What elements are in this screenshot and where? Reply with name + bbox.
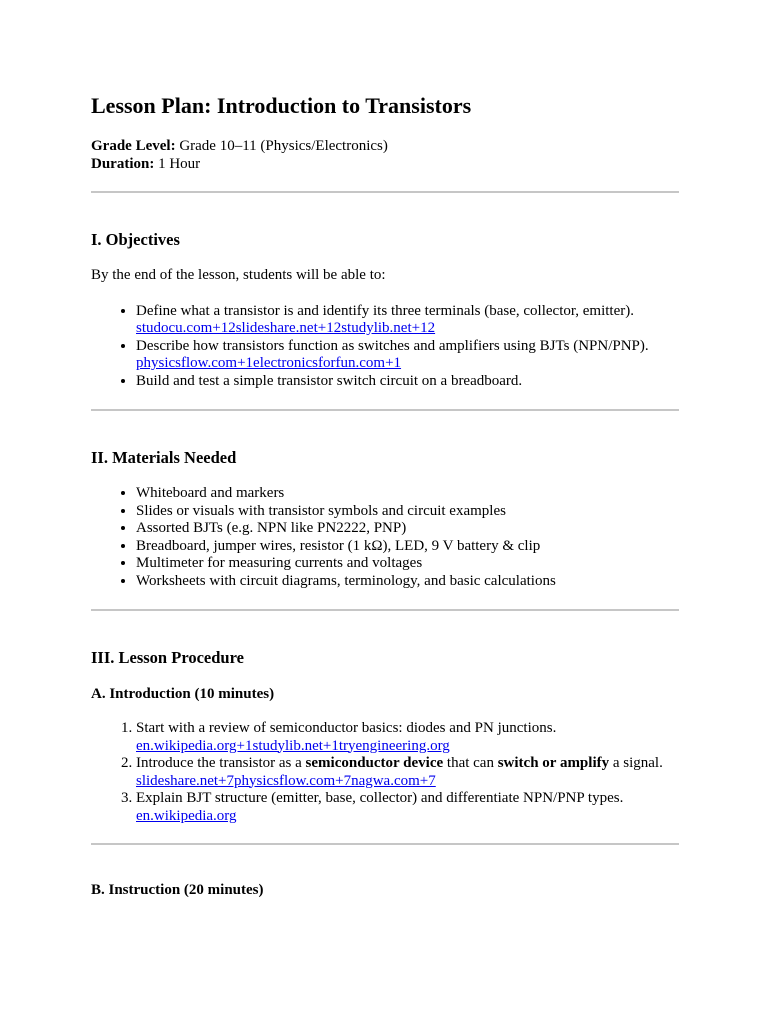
duration-line	[91, 156, 679, 174]
objectives-intro: By the end of the lesson, students will be able to:	[91, 267, 386, 283]
grade-level-line	[91, 138, 679, 156]
list-item	[136, 303, 679, 338]
list-item: • Whiteboard and markers	[136, 485, 679, 503]
list-item: • Multimeter for measuring currents and voltages	[136, 555, 679, 573]
section-heading-materials: II. Materials Needed	[91, 448, 237, 467]
step-text: Explain BJT structure (emitter, base, collector) and differentiate NPN/PNP types.	[136, 790, 624, 806]
page-title: Lesson Plan: Introduction to Transistors	[91, 93, 472, 118]
divider	[91, 843, 679, 845]
introduction-steps	[91, 720, 679, 825]
objectives-list	[91, 303, 679, 391]
source-link[interactable]: en.wikipedia.org+1studylib.net+1tryengineering.org	[136, 737, 450, 754]
subsection-heading-instruction: B. Instruction (20 minutes)	[91, 882, 264, 898]
grade-level-value: Grade 10–11 (Physics/Electronics)	[175, 138, 388, 154]
list-item	[136, 373, 679, 391]
list-item	[136, 755, 679, 790]
list-item	[136, 338, 679, 373]
duration-label: Duration:	[91, 155, 155, 172]
source-link[interactable]: en.wikipedia.org	[136, 807, 237, 824]
section-heading-procedure: III. Lesson Procedure	[91, 648, 244, 667]
step-emphasis: switch or amplify	[497, 755, 610, 771]
list-item	[136, 720, 679, 755]
duration-value: 1 Hour	[154, 155, 201, 172]
list-item: • Assorted BJTs (e.g. NPN like PN2222, PNP)	[136, 520, 679, 538]
objective-text: Define what a transistor is and identify its three terminals (base, collector, emitter).	[136, 302, 634, 319]
objective-text: Describe how transistors function as switches and amplifiers using BJTs (NPN/PNP).	[136, 337, 649, 354]
source-link[interactable]: physicsflow.com+1electronicsforfun.com+1	[136, 355, 402, 371]
source-link[interactable]: slideshare.net+7physicsflow.com+7nagwa.com+7	[136, 772, 436, 789]
list-item: • Breadboard, jumper wires, resistor (1 kΩ), LED, 9 V battery & clip	[136, 538, 679, 556]
source-link[interactable]: studocu.com+12slideshare.net+12studylib.net+12	[136, 320, 436, 336]
step-emphasis: semiconductor device	[305, 755, 444, 771]
divider	[91, 191, 679, 193]
subsection-heading-introduction: A. Introduction (10 minutes)	[91, 686, 275, 702]
divider	[91, 609, 679, 611]
grade-level-label: Grade Level:	[91, 138, 176, 154]
objective-text: Build and test a simple transistor switch circuit on a breadboard.	[136, 372, 523, 389]
step-text: Start with a review of semiconductor basics: diodes and PN junctions.	[136, 720, 557, 736]
step-text-mid: that can	[443, 755, 498, 771]
step-text-pre: Introduce the transistor as a	[136, 755, 306, 771]
list-item: • Slides or visuals with transistor symbols and circuit examples	[136, 503, 679, 521]
document-content	[91, 92, 679, 899]
divider	[91, 409, 679, 411]
list-item	[136, 790, 679, 825]
list-item: • Worksheets with circuit diagrams, terminology, and basic calculations	[136, 573, 679, 591]
materials-list	[91, 485, 679, 590]
lesson-meta	[91, 138, 679, 173]
section-heading-objectives: I. Objectives	[91, 230, 180, 249]
step-text-post: a signal.	[609, 755, 663, 771]
